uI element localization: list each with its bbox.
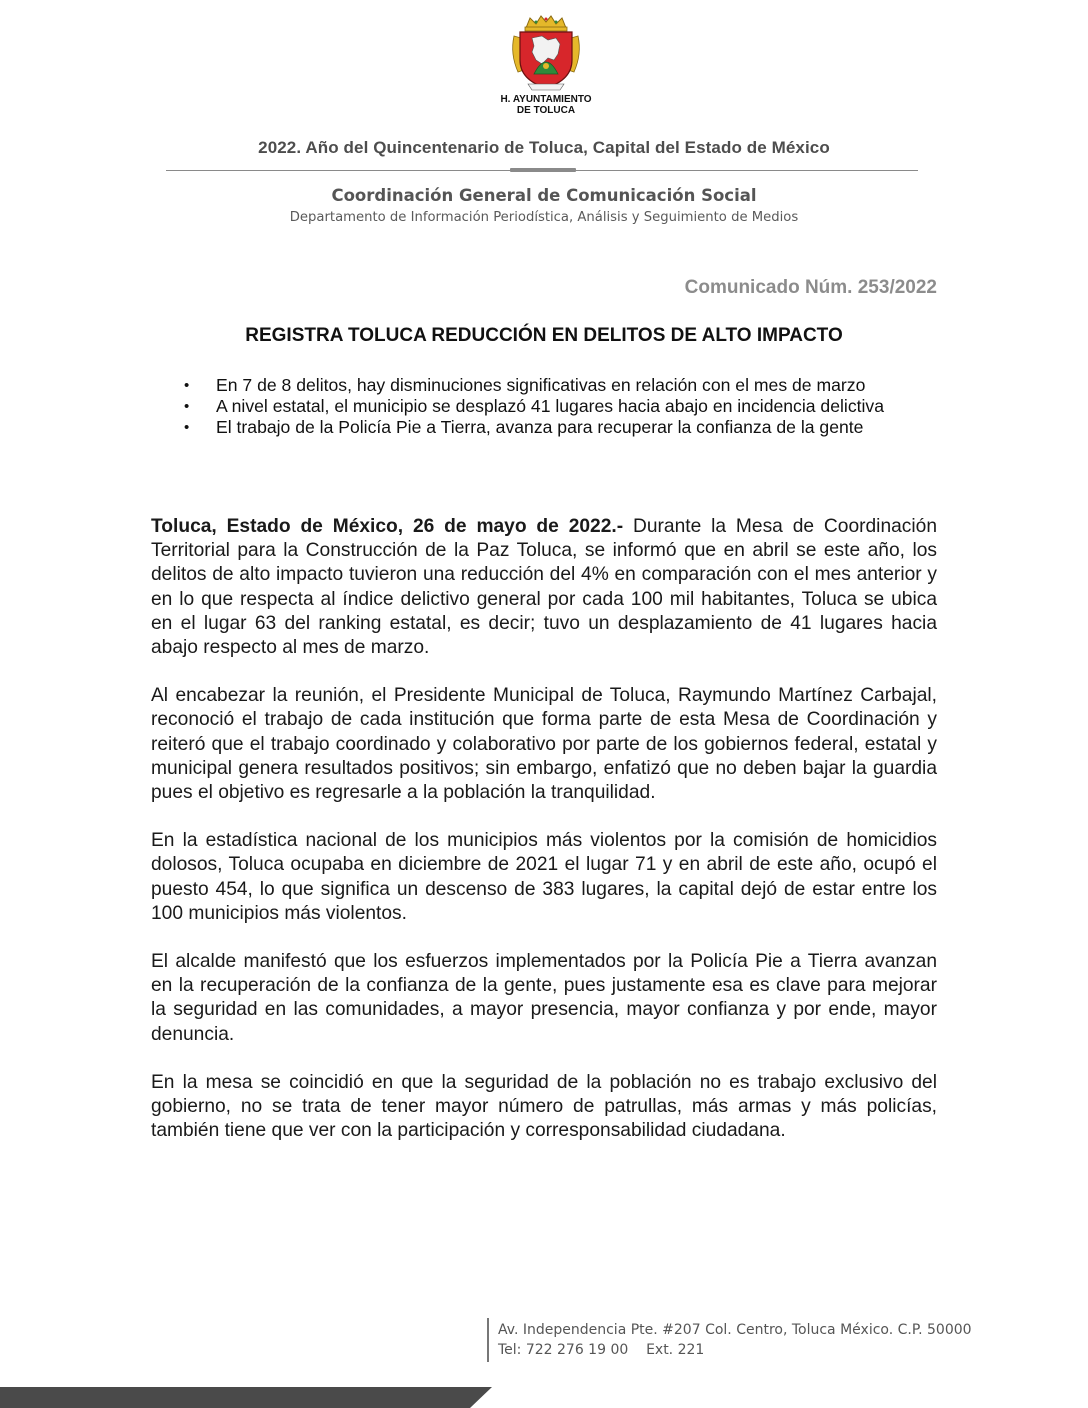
department-title: Coordinación General de Comunicación Social: [331, 186, 757, 205]
year-motto: 2022. Año del Quincentenario de Toluca, Capital del Estado de México: [258, 138, 830, 157]
logo-caption: [490, 94, 602, 116]
body-paragraph: En la mesa se coincidió en que la seguridad de la población no es trabajo exclusivo del gobierno, no se trata de tener mayor número de patrullas, más armas y más policías, también tiene que ver con la participación y corresponsabilidad ciudadana.: [151, 1071, 937, 1142]
highlight-text: El trabajo de la Policía Pie a Tierra, avanza para recuperar la confianza de la gente: [216, 417, 864, 437]
footer-contact: [498, 1320, 972, 1360]
body-paragraph: En la estadística nacional de los municipios más violentos por la comisión de homicidios dolosos, Toluca ocupaba en diciembre de 2021 el lugar 71 y en abril de este año, ocupó el puesto 454, lo que significa un descenso de 383 lugares, la capital dejó de estar entre los 100 municipios más violentos.: [151, 830, 937, 924]
highlight-text: A nivel estatal, el municipio se desplazó 41 lugares hacia abajo en incidencia delictiva: [216, 396, 884, 416]
paragraph-text: Durante la Mesa de Coordinación Territorial para la Construcción de la Paz Toluca, se informó que en abril se este año, los delitos de alto impacto tuvieron una reducción del 4% en comparación con el mes anterior y en lo que respecta al índice delictivo general por cada 100 mil habitantes, Toluca se ubica en el lugar 63 del ranking estatal, es decir; tuvo un desplazamiento de 41 lugares hacia abajo respecto al mes de marzo.: [151, 516, 937, 659]
footer-band: [0, 1387, 470, 1408]
bullet-icon: •: [184, 398, 190, 415]
footer-band-tip: [470, 1387, 492, 1408]
footer-address: Av. Independencia Pte. #207 Col. Centro, Toluca México. C.P. 50000: [498, 1322, 972, 1338]
body-paragraph: Al encabezar la reunión, el Presidente Municipal de Toluca, Raymundo Martínez Carbajal, reconoció el trabajo de cada institución que forma parte de esta Mesa de Coordinación y reiteró que el trabajo coordinado y colaborativo por parte de los gobiernos federal, estatal y municipal genera resultados positivos; sin embargo, enfatizó que no deben bajar la guardia pues el objetivo es regresarle a la población la tranquilidad.: [151, 685, 937, 804]
footer-phone: Tel: 722 276 19 00 Ext. 221: [498, 1342, 705, 1358]
highlights-list: [180, 375, 940, 438]
highlight-item: [180, 396, 940, 417]
highlight-text: En 7 de 8 delitos, hay disminuciones significativas en relación con el mes de marzo: [216, 375, 866, 395]
logo-caption-line-1: H. AYUNTAMIENTO: [500, 94, 592, 105]
headline: REGISTRA TOLUCA REDUCCIÓN EN DELITOS DE ALTO IMPACTO: [245, 325, 843, 346]
toluca-coat-of-arms-logo: [490, 14, 602, 124]
body-paragraph: [151, 515, 937, 660]
header-divider-accent: [510, 168, 576, 172]
bullet-icon: •: [184, 419, 190, 436]
highlight-item: [180, 375, 940, 396]
release-body: [151, 515, 937, 1167]
logo-caption-line-2: DE TOLUCA: [516, 105, 576, 116]
department-subtitle: Departamento de Información Periodística, Análisis y Seguimiento de Medios: [289, 210, 799, 225]
bullet-icon: •: [184, 377, 190, 394]
footer-divider: [487, 1318, 489, 1362]
dateline: Toluca, Estado de México, 26 de mayo de 2022.-: [151, 516, 624, 537]
highlight-item: [180, 417, 940, 438]
coat-of-arms-icon: [508, 14, 584, 94]
release-number: Comunicado Núm. 253/2022: [684, 277, 937, 298]
body-paragraph: El alcalde manifestó que los esfuerzos implementados por la Policía Pie a Tierra avanzan en la recuperación de la confianza de la gente, pues justamente esa es clave para mejorar la seguridad en las comunidades, a mayor presencia, mayor confianza y por ende, mayor denuncia.: [151, 951, 937, 1045]
